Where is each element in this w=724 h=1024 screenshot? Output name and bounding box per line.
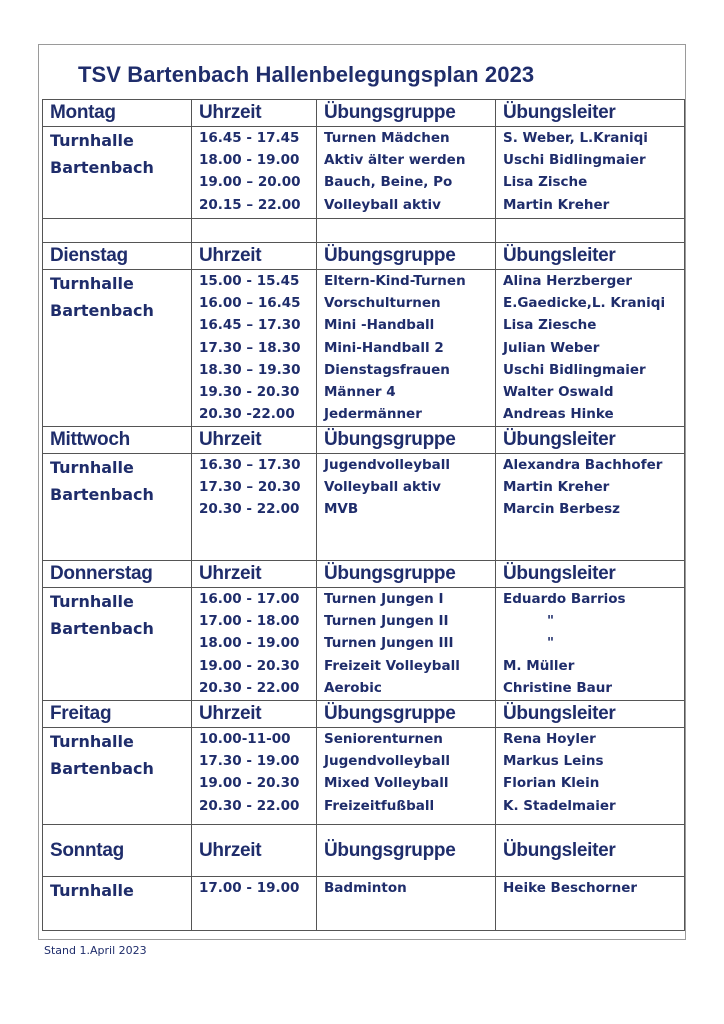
- day-body-row: [43, 877, 685, 931]
- location-line: Bartenbach: [50, 301, 154, 320]
- day-name: Montag: [43, 100, 192, 127]
- leader-entry: Rena Hoyler: [503, 731, 596, 747]
- leader-entry: Markus Leins: [503, 753, 604, 770]
- day-body-row: [43, 728, 685, 825]
- leader-cell: [496, 877, 685, 931]
- day-header-row: [43, 701, 685, 728]
- time-entry: 15.00 - 15.45: [199, 273, 300, 289]
- group-entry: Freizeit Volleyball: [324, 657, 460, 674]
- leader-header: Übungsleiter: [496, 100, 685, 127]
- group-entry: Mini -Handball: [324, 317, 435, 334]
- time-header: Uhrzeit: [192, 561, 317, 588]
- time-entry: 20.30 - 22.00: [199, 679, 300, 696]
- time-entry: 20.30 - 22.00: [199, 501, 300, 518]
- leader-entry: M. Müller: [503, 657, 575, 674]
- leader-entry: Walter Oswald: [503, 383, 614, 400]
- location-line: Turnhalle: [50, 881, 134, 900]
- group-entry: Jugendvolleyball: [324, 753, 451, 770]
- location-cell: [43, 588, 192, 701]
- group-entry: Badminton: [324, 880, 407, 896]
- time-cell: [192, 877, 317, 931]
- group-entry: Dienstagsfrauen: [324, 361, 450, 378]
- group-entry: Aerobic: [324, 679, 382, 696]
- group-cell: [317, 454, 496, 561]
- group-cell: [317, 270, 496, 427]
- group-header: Übungsgruppe: [317, 100, 496, 127]
- location-cell: [43, 877, 192, 931]
- group-entry: Männer 4: [324, 383, 396, 400]
- leader-entry: Florian Klein: [503, 775, 600, 792]
- leader-header: Übungsleiter: [496, 427, 685, 454]
- group-header: Übungsgruppe: [317, 825, 496, 877]
- group-cell: [317, 877, 496, 931]
- schedule-table: [42, 99, 685, 931]
- leader-entry: Julian Weber: [503, 339, 600, 356]
- location-line: Turnhalle: [50, 458, 134, 477]
- time-entry: 16.45 – 17.30: [199, 317, 301, 334]
- location-line: Turnhalle: [50, 274, 134, 293]
- leader-entry: Martin Kreher: [503, 196, 610, 213]
- day-name: Donnerstag: [43, 561, 192, 588]
- leader-cell: [496, 270, 685, 427]
- status-date: Stand 1.April 2023: [44, 944, 147, 957]
- group-header: Übungsgruppe: [317, 427, 496, 454]
- location-line: Turnhalle: [50, 732, 134, 751]
- day-header-row: [43, 561, 685, 588]
- day-name: Sonntag: [43, 825, 192, 877]
- time-entry: 16.45 - 17.45: [199, 130, 300, 146]
- time-entry: 17.30 - 19.00: [199, 753, 300, 770]
- leader-cell: [496, 728, 685, 825]
- day-header-row: [43, 100, 685, 127]
- group-entry: Turnen Jungen III: [324, 635, 454, 652]
- group-header: Übungsgruppe: [317, 243, 496, 270]
- time-entry: 18.00 - 19.00: [199, 152, 300, 169]
- time-header: Uhrzeit: [192, 701, 317, 728]
- leader-entry: Christine Baur: [503, 679, 613, 696]
- group-entry: Jedermänner: [324, 406, 422, 423]
- day-body-row: [43, 127, 685, 219]
- group-entry: Turnen Jungen II: [324, 613, 449, 630]
- group-cell: [317, 127, 496, 219]
- location-line: Bartenbach: [50, 619, 154, 638]
- time-cell: [192, 270, 317, 427]
- leader-header: Übungsleiter: [496, 701, 685, 728]
- group-entry: MVB: [324, 501, 359, 518]
- leader-entry: S. Weber, L.Kraniqi: [503, 130, 648, 146]
- page-title: TSV Bartenbach Hallenbelegungsplan 2023: [78, 62, 535, 87]
- location-cell: [43, 270, 192, 427]
- day-name: Mittwoch: [43, 427, 192, 454]
- leader-header: Übungsleiter: [496, 243, 685, 270]
- time-entry: 16.30 – 17.30: [199, 457, 301, 473]
- leader-entry: Uschi Bidlingmaier: [503, 152, 646, 169]
- group-entry: Vorschulturnen: [324, 295, 441, 312]
- time-entry: 17.30 – 20.30: [199, 479, 301, 496]
- time-entry: 18.30 – 19.30: [199, 361, 301, 378]
- leader-entry: Uschi Bidlingmaier: [503, 361, 646, 378]
- leader-entry: ": [547, 635, 555, 652]
- spacer-row: [43, 219, 685, 243]
- group-entry: Aktiv älter werden: [324, 152, 466, 169]
- group-entry: Mixed Volleyball: [324, 775, 449, 792]
- group-header: Übungsgruppe: [317, 561, 496, 588]
- location-cell: [43, 454, 192, 561]
- time-cell: [192, 588, 317, 701]
- time-entry: 18.00 - 19.00: [199, 635, 300, 652]
- location-cell: [43, 127, 192, 219]
- leader-cell: [496, 127, 685, 219]
- leader-entry: E.Gaedicke,L. Kraniqi: [503, 295, 666, 312]
- group-entry: Bauch, Beine, Po: [324, 174, 453, 191]
- time-entry: 19.00 - 20.30: [199, 775, 300, 792]
- time-entry: 20.30 -22.00: [199, 406, 295, 423]
- day-body-row: [43, 270, 685, 427]
- location-cell: [43, 728, 192, 825]
- group-entry: Eltern-Kind-Turnen: [324, 273, 466, 289]
- time-entry: 19.00 – 20.00: [199, 174, 301, 191]
- group-entry: Volleyball aktiv: [324, 196, 441, 213]
- location-line: Turnhalle: [50, 592, 134, 611]
- empty-cell: [496, 219, 685, 243]
- leader-entry: Marcin Berbesz: [503, 501, 620, 518]
- location-line: Turnhalle: [50, 131, 134, 150]
- location-line: Bartenbach: [50, 759, 154, 778]
- time-entry: 20.30 - 22.00: [199, 797, 300, 814]
- day-body-row: [43, 588, 685, 701]
- time-entry: 16.00 - 17.00: [199, 591, 300, 607]
- time-entry: 17.00 - 18.00: [199, 613, 300, 630]
- empty-cell: [192, 219, 317, 243]
- leader-entry: Lisa Ziesche: [503, 317, 597, 334]
- leader-entry: Lisa Zische: [503, 174, 588, 191]
- day-body-row: [43, 454, 685, 561]
- day-header-row: [43, 243, 685, 270]
- group-entry: Seniorenturnen: [324, 731, 443, 747]
- group-entry: Freizeitfußball: [324, 797, 435, 814]
- empty-cell: [317, 219, 496, 243]
- time-header: Uhrzeit: [192, 100, 317, 127]
- time-entry: 17.00 - 19.00: [199, 880, 300, 896]
- leader-entry: ": [547, 613, 555, 630]
- time-header: Uhrzeit: [192, 427, 317, 454]
- group-header: Übungsgruppe: [317, 701, 496, 728]
- group-entry: Jugendvolleyball: [324, 457, 451, 473]
- leader-cell: [496, 588, 685, 701]
- leader-entry: Alexandra Bachhofer: [503, 457, 663, 473]
- location-line: Bartenbach: [50, 485, 154, 504]
- day-header-row: [43, 427, 685, 454]
- time-cell: [192, 454, 317, 561]
- time-entry: 16.00 – 16.45: [199, 295, 301, 312]
- time-entry: 19.00 - 20.30: [199, 657, 300, 674]
- empty-cell: [43, 219, 192, 243]
- leader-header: Übungsleiter: [496, 561, 685, 588]
- time-cell: [192, 728, 317, 825]
- group-cell: [317, 588, 496, 701]
- time-header: Uhrzeit: [192, 825, 317, 877]
- leader-entry: Heike Beschorner: [503, 880, 638, 896]
- time-cell: [192, 127, 317, 219]
- time-entry: 19.30 - 20.30: [199, 383, 300, 400]
- time-entry: 17.30 – 18.30: [199, 339, 301, 356]
- leader-entry: Alina Herzberger: [503, 273, 633, 289]
- leader-header: Übungsleiter: [496, 825, 685, 877]
- group-cell: [317, 728, 496, 825]
- group-entry: Turnen Jungen I: [324, 591, 444, 607]
- group-entry: Turnen Mädchen: [324, 130, 450, 146]
- group-entry: Volleyball aktiv: [324, 479, 441, 496]
- leader-entry: Martin Kreher: [503, 479, 610, 496]
- leader-entry: Eduardo Barrios: [503, 591, 626, 607]
- time-entry: 20.15 – 22.00: [199, 196, 301, 213]
- day-name: Freitag: [43, 701, 192, 728]
- leader-entry: Andreas Hinke: [503, 406, 614, 423]
- day-header-row: [43, 825, 685, 877]
- leader-entry: K. Stadelmaier: [503, 797, 616, 814]
- time-header: Uhrzeit: [192, 243, 317, 270]
- group-entry: Mini-Handball 2: [324, 339, 444, 356]
- location-line: Bartenbach: [50, 158, 154, 177]
- time-entry: 10.00-11-00: [199, 731, 291, 747]
- leader-cell: [496, 454, 685, 561]
- day-name: Dienstag: [43, 243, 192, 270]
